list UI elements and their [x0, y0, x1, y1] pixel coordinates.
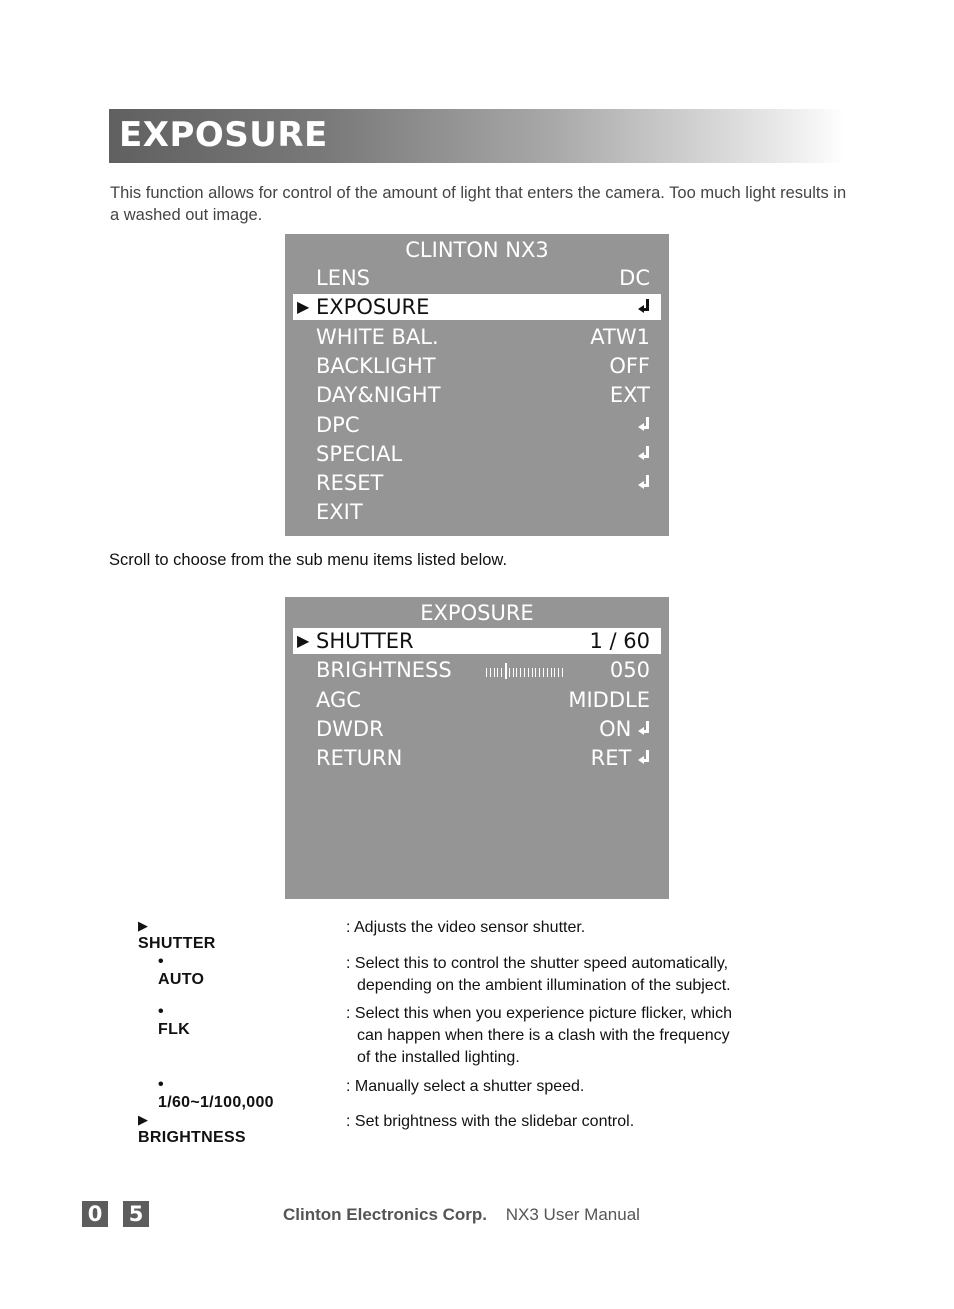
- osd-menu-item[interactable]: [293, 687, 661, 713]
- enter-icon: [638, 475, 650, 491]
- def-manual-desc: : Manually select a shutter speed.: [346, 1078, 585, 1095]
- osd-menu-item[interactable]: [293, 382, 661, 408]
- cursor-icon: ▶: [297, 631, 310, 650]
- enter-icon: [638, 417, 650, 433]
- osd-item-label: AGC: [316, 687, 361, 712]
- def-auto-desc: : Select this to control the shutter speed automatically, depending on the ambient illumination of the subject.: [346, 955, 731, 994]
- slider-knob[interactable]: [505, 663, 507, 679]
- osd-item-label: RESET: [316, 471, 384, 496]
- def-brightness-term: ▶ BRIGHTNESS: [138, 1112, 246, 1146]
- osd-item-value: ATW1: [590, 324, 650, 349]
- enter-icon: [638, 446, 650, 462]
- def-flk-desc: : Select this when you experience picture flicker, which can happen when there is a clash with the frequency of the installed lighting.: [346, 1005, 732, 1066]
- osd-item-label: DPC: [316, 412, 360, 437]
- osd-item-value: 1 / 60: [589, 629, 650, 653]
- osd-item-label: DWDR: [316, 716, 384, 741]
- footer-manual: NX3 User Manual: [505, 1205, 640, 1224]
- osd-item-label: SPECIAL: [316, 441, 403, 466]
- osd-item-label: BACKLIGHT: [316, 353, 436, 378]
- osd-item-label: WHITE BAL.: [316, 324, 439, 349]
- footer-text: [283, 1205, 640, 1225]
- osd-menu-title: CLINTON NX3: [405, 238, 549, 262]
- osd-item-value: 050: [609, 658, 650, 683]
- bullet-icon: •: [158, 1003, 164, 1020]
- osd-item-label: EXIT: [316, 500, 363, 525]
- arrow-icon: ▶: [138, 1112, 149, 1127]
- osd-menu-item[interactable]: [293, 716, 661, 742]
- osd-item-label: RETURN: [316, 746, 403, 771]
- section-banner: [109, 109, 845, 163]
- section-title: EXPOSURE: [119, 115, 328, 155]
- scroll-note: Scroll to choose from the sub menu items listed below.: [109, 551, 508, 569]
- bullet-icon: •: [158, 1076, 164, 1093]
- enter-icon: [638, 750, 650, 766]
- osd-item-value: [638, 294, 650, 320]
- main-osd-menu: [285, 234, 669, 536]
- osd-menu-item[interactable]: [293, 657, 661, 683]
- arrow-icon: ▶: [138, 918, 149, 933]
- osd-item-value: ON: [599, 716, 650, 742]
- osd-item-value: RET: [591, 745, 650, 771]
- def-auto-term: • AUTO: [158, 953, 205, 988]
- def-manual-term: • 1/60~1/100,000: [158, 1076, 274, 1111]
- brightness-slider[interactable]: [486, 664, 566, 677]
- def-shutter-term: ▶ SHUTTER: [138, 918, 216, 952]
- osd-item-label: DAY&NIGHT: [316, 383, 441, 408]
- footer-company: Clinton Electronics Corp.: [283, 1205, 488, 1224]
- osd-item-value: MIDDLE: [568, 687, 650, 712]
- osd-menu-item[interactable]: [293, 412, 661, 438]
- enter-icon: [638, 721, 650, 737]
- osd-menu-item[interactable]: [293, 470, 661, 496]
- def-flk-term: • FLK: [158, 1003, 191, 1038]
- osd-menu-item[interactable]: [293, 265, 661, 291]
- osd-menu-item[interactable]: [293, 353, 661, 379]
- osd-item-label: LENS: [316, 266, 371, 290]
- enter-icon: [638, 299, 650, 315]
- osd-item-value: DC: [619, 266, 650, 290]
- bullet-icon: •: [158, 953, 164, 970]
- cursor-icon: ▶: [297, 297, 310, 317]
- page-number-digit: 0: [82, 1201, 108, 1227]
- osd-menu-item[interactable]: [293, 745, 661, 771]
- osd-menu-item[interactable]: [293, 499, 661, 525]
- osd-submenu-title: EXPOSURE: [420, 601, 534, 625]
- page-number-digit: 5: [123, 1201, 149, 1227]
- osd-menu-item[interactable]: [293, 441, 661, 467]
- osd-item-value: [638, 441, 650, 467]
- osd-menu-item[interactable]: [293, 324, 661, 350]
- exposure-osd-menu: [285, 597, 669, 899]
- def-brightness-desc: : Set brightness with the slidebar control.: [346, 1113, 635, 1130]
- osd-item-value: EXT: [609, 383, 650, 408]
- osd-menu-item[interactable]: [293, 628, 661, 654]
- osd-item-value: OFF: [609, 353, 650, 378]
- osd-item-value: [638, 412, 650, 438]
- intro-text: This function allows for control of the amount of light that enters the camera. Too much light results in a washed out image.: [110, 184, 847, 224]
- osd-item-value: [638, 470, 650, 496]
- osd-menu-item[interactable]: [293, 294, 661, 320]
- osd-item-label: BRIGHTNESS: [316, 658, 452, 683]
- osd-item-label: SHUTTER: [316, 629, 414, 653]
- def-shutter-desc: : Adjusts the video sensor shutter.: [346, 919, 586, 936]
- osd-item-label: EXPOSURE: [316, 295, 430, 320]
